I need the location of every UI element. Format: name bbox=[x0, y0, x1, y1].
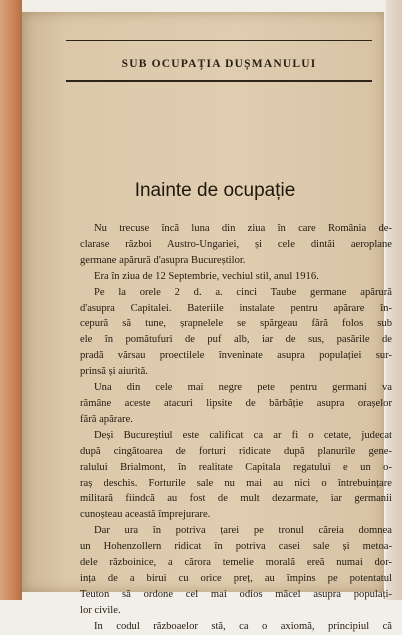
text-line: In codul războaelor stă, ca o axiomă, principiul că bbox=[94, 620, 392, 632]
text-line: lor civile. bbox=[80, 604, 121, 616]
text-line: după cingătoarea de forturi ridicate după planurile gene- bbox=[80, 445, 392, 457]
running-head-text: SUB OCUPAȚIA DUȘMANULUI bbox=[121, 58, 317, 70]
book-spine-edge bbox=[0, 0, 22, 600]
text-line: Teuton să ordone cel mai odios măcel asupra populați- bbox=[80, 588, 392, 600]
text-line: un Hohenzollern ridicat în potriva casei sale și metoa- bbox=[80, 541, 392, 553]
running-head-bottom-rule bbox=[66, 80, 372, 82]
text-line: cepură să tune, șrapnelele se spărgeau fără folos sub bbox=[80, 318, 392, 330]
text-line: ele în pomătufuri de puf alb, iar de sus, pasările de bbox=[80, 334, 392, 346]
text-line: militară fiindcă au fost de mult dezarmate, iar germanii bbox=[80, 493, 392, 505]
text-line: clarase război Austro-Ungariei, și cele dintâi aeroplane bbox=[80, 238, 392, 250]
running-head-top-rule bbox=[66, 40, 372, 41]
book-page bbox=[22, 12, 392, 632]
text-line: Nu trecuse încă luna din ziua în care România de- bbox=[94, 223, 392, 234]
text-line: rămâne aceste atacuri lipsite de bărbăție asupra orașelor bbox=[80, 397, 392, 409]
text-line: prinsă și aiurită. bbox=[80, 366, 148, 378]
text-line: ința de a birui cu orice preț, au împins pe potentatul bbox=[80, 572, 392, 584]
text-line: dele războinice, a cărora temelie morală ereă numai dor- bbox=[80, 557, 392, 569]
text-line: germane apărură d'asupra Bucureștilor. bbox=[80, 254, 246, 266]
text-line: pradă vărsau proectilele înveninate asupra populației sur- bbox=[80, 350, 392, 362]
body-text bbox=[80, 221, 392, 635]
text-line: Pe la orele 2 d. a. cinci Taube germane apărură bbox=[94, 286, 392, 298]
text-line: Dar ura în potriva țarei pe tronul căreia domnea bbox=[94, 525, 392, 537]
running-head bbox=[66, 40, 372, 92]
text-line: cunoșteau această împrejurare. bbox=[80, 509, 211, 521]
text-line: Era în ziua de 12 Septembrie, vechiul stil, anul 1916. bbox=[94, 270, 319, 282]
text-line: ralului Brialmont, în realitate Capitala regatului e un o- bbox=[80, 461, 392, 473]
text-line: Deși Bucureștiul este calificat ca ar fi o cetate, judecat bbox=[94, 429, 392, 441]
text-line: Una din cele mai negre pete pentru germani va bbox=[94, 382, 392, 394]
text-line: fără apărare. bbox=[80, 413, 133, 425]
chapter-title: Inainte de ocupație bbox=[134, 180, 296, 201]
text-line: raș deschis. Forturile sale nu mai au nici o întrebuințare bbox=[80, 477, 392, 489]
text-line: d'asupra Capitalei. Bateriile instalate pentru apărare în- bbox=[80, 302, 392, 314]
